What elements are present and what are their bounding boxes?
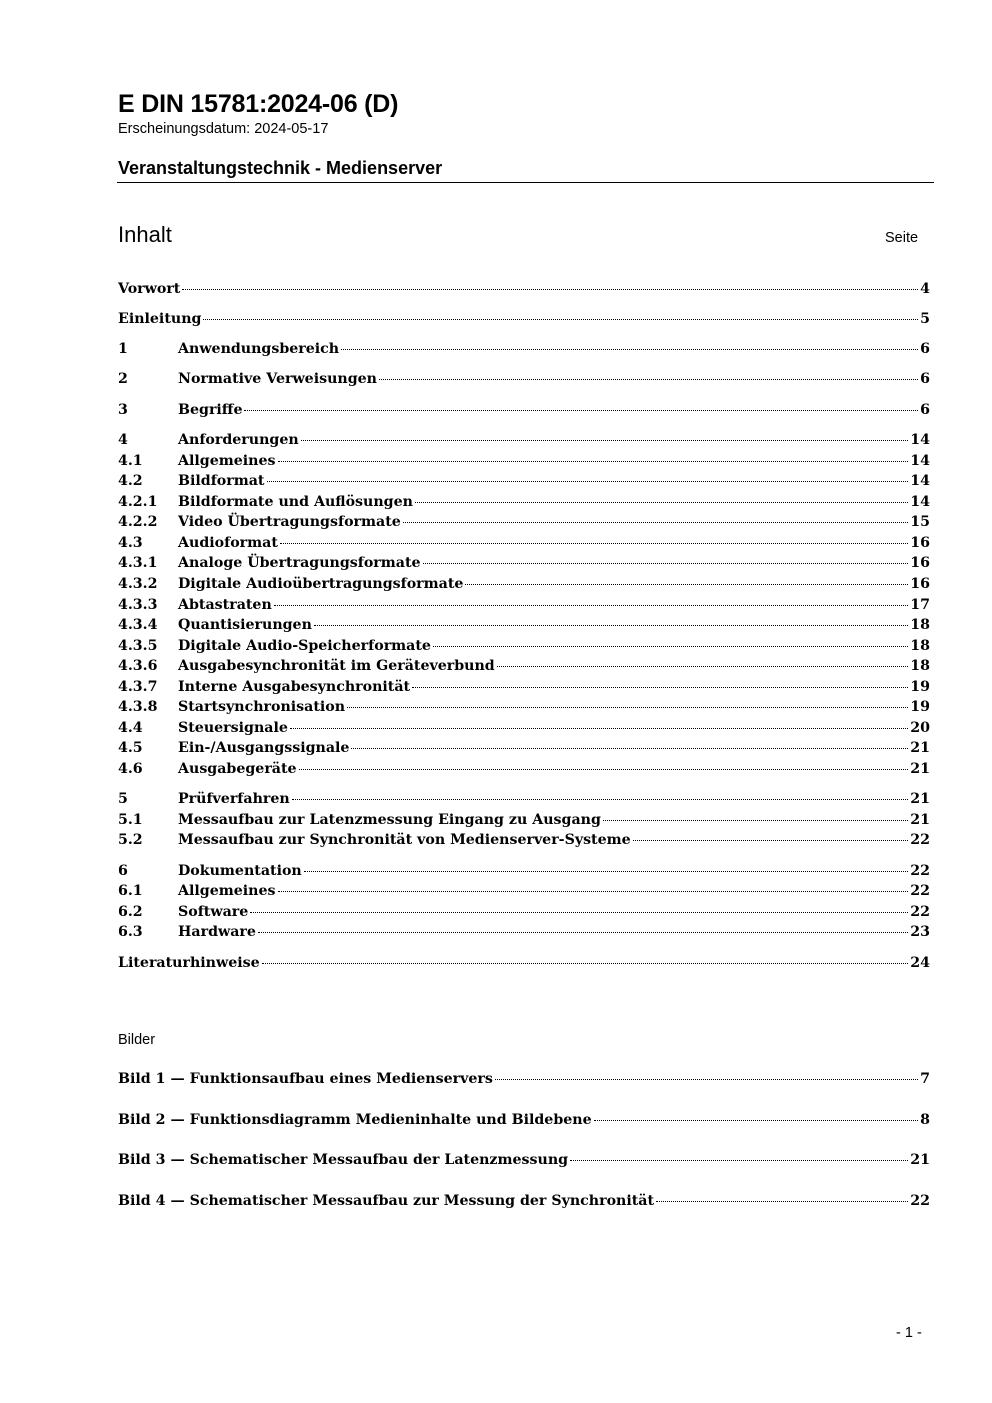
toc-entry-number: 4.3.4	[118, 617, 158, 633]
toc-entry-number: 4.3.5	[118, 638, 158, 654]
toc-entry-title: Literaturhinweise	[118, 955, 260, 971]
toc-entry-title: Allgemeines	[178, 453, 276, 469]
toc-entry-number: 6.2	[118, 904, 143, 920]
figure-dot-leader	[656, 1201, 908, 1202]
toc-entry-page: 19	[910, 699, 930, 715]
toc-entry[interactable]	[118, 432, 930, 452]
toc-entry[interactable]	[118, 658, 930, 678]
toc-entry[interactable]	[118, 341, 930, 361]
toc-entry-page: 17	[910, 597, 930, 613]
toc-entry-page: 21	[910, 740, 930, 756]
toc-entry-title: Ausgabesynchronität im Geräteverbund	[178, 658, 495, 674]
toc-entry-title: Vorwort	[118, 281, 181, 297]
figures-heading: Bilder	[118, 1032, 156, 1048]
toc-entry[interactable]	[118, 720, 930, 740]
toc-entry[interactable]	[118, 494, 930, 514]
toc-dot-leader	[244, 410, 918, 411]
toc-dot-leader	[292, 799, 909, 800]
toc-entry-number: 4.5	[118, 740, 143, 756]
toc-entry-number: 4.3.6	[118, 658, 158, 674]
toc-heading: Inhalt	[118, 222, 172, 247]
toc-dot-leader	[497, 666, 909, 667]
toc-entry-number: 4.3.2	[118, 576, 158, 592]
toc-entry-number: 4	[118, 432, 128, 448]
toc-entry-title: Bildformate und Auflösungen	[178, 494, 413, 510]
toc-entry-title: Digitale Audio-Speicherformate	[178, 638, 431, 654]
toc-entry-title: Video Übertragungsformate	[178, 514, 401, 530]
toc-entry[interactable]	[118, 514, 930, 534]
toc-entry-page: 16	[910, 535, 930, 551]
toc-entry[interactable]	[118, 535, 930, 555]
toc-entry-page: 21	[910, 791, 930, 807]
toc-entry-title: Normative Verweisungen	[178, 371, 377, 387]
toc-entry[interactable]	[118, 791, 930, 811]
toc-entry-number: 4.3.8	[118, 699, 158, 715]
toc-entry-title: Anwendungsbereich	[178, 341, 340, 357]
toc-dot-leader	[433, 646, 908, 647]
toc-entry[interactable]	[118, 555, 930, 575]
toc-dot-leader	[278, 891, 909, 892]
toc-dot-leader	[299, 769, 909, 770]
toc-entry-page: 20	[910, 720, 930, 736]
toc-entry-page: 4	[920, 281, 930, 297]
toc-entry-number: 4.2.2	[118, 514, 158, 530]
toc-entry-number: 6.1	[118, 883, 143, 899]
toc-entry-page: 18	[910, 658, 930, 674]
toc-entry-page: 18	[910, 617, 930, 633]
toc-dot-leader	[347, 707, 908, 708]
toc-entry[interactable]	[118, 699, 930, 719]
toc-entry-title: Bildformat	[178, 473, 265, 489]
figure-entry-title: Bild 1 — Funktionsaufbau eines Medienservers	[118, 1071, 493, 1087]
toc-entry-page: 16	[910, 576, 930, 592]
toc-entry-number: 4.1	[118, 453, 143, 469]
toc-dot-leader	[304, 871, 909, 872]
toc-entry-title: Messaufbau zur Synchronität von Medienserver-Systeme	[178, 832, 631, 848]
toc-entry-title: Audioformat	[178, 535, 278, 551]
toc-entry[interactable]	[118, 924, 930, 944]
toc-dot-leader	[465, 584, 908, 585]
toc-dot-leader	[203, 319, 918, 320]
toc-dot-leader	[267, 481, 909, 482]
toc-entry[interactable]	[118, 597, 930, 617]
toc-entry-page: 15	[910, 514, 930, 530]
figure-entry-page: 8	[920, 1112, 930, 1128]
toc-entry-number: 4.4	[118, 720, 143, 736]
toc-entry-page: 22	[910, 863, 930, 879]
toc-entry-title: Ein-/Ausgangssignale	[178, 740, 350, 756]
toc-entry-number: 3	[118, 402, 128, 418]
toc-dot-leader	[314, 625, 908, 626]
toc-entry-number: 5	[118, 791, 128, 807]
toc-entry-page: 21	[910, 812, 930, 828]
figure-entry-page: 22	[910, 1193, 930, 1209]
toc-dot-leader	[341, 349, 918, 350]
toc-dot-leader	[290, 728, 908, 729]
toc-entry-title: Software	[178, 904, 249, 920]
toc-entry-page: 16	[910, 555, 930, 571]
toc-entry-number: 4.2.1	[118, 494, 158, 510]
toc-page-label: Seite	[885, 230, 919, 246]
publication-date: Erscheinungsdatum: 2024-05-17	[118, 121, 329, 137]
toc-entry[interactable]	[118, 281, 930, 301]
toc-entry-title: Quantisierungen	[178, 617, 312, 633]
toc-entry-title: Hardware	[178, 924, 256, 940]
toc-entry-number: 6	[118, 863, 128, 879]
toc-entry-title: Ausgabegeräte	[178, 761, 297, 777]
toc-entry[interactable]	[118, 761, 930, 781]
figure-dot-leader	[594, 1120, 919, 1121]
figure-entry-page: 7	[920, 1071, 930, 1087]
toc-entry-title: Dokumentation	[178, 863, 302, 879]
toc-entry[interactable]	[118, 904, 930, 924]
figure-entry-title: Bild 3 — Schematischer Messaufbau der Latenzmessung	[118, 1152, 569, 1168]
toc-entry-number: 5.2	[118, 832, 143, 848]
toc-entry-page: 22	[910, 832, 930, 848]
toc-entry-title: Digitale Audioübertragungsformate	[178, 576, 464, 592]
toc-entry-page: 18	[910, 638, 930, 654]
toc-dot-leader	[250, 912, 908, 913]
toc-dot-leader	[182, 289, 918, 290]
toc-dot-leader	[423, 563, 909, 564]
toc-entry-page: 6	[920, 371, 930, 387]
toc-entry[interactable]	[118, 638, 930, 658]
toc-dot-leader	[258, 932, 908, 933]
toc-entry[interactable]	[118, 617, 930, 637]
toc-entry-number: 4.6	[118, 761, 143, 777]
toc-entry-title: Messaufbau zur Latenzmessung Eingang zu Ausgang	[178, 812, 601, 828]
title-divider	[117, 182, 934, 183]
figure-entry[interactable]	[118, 1112, 930, 1132]
toc-entry-title: Begriffe	[178, 402, 243, 418]
toc-entry-title: Einleitung	[118, 311, 202, 327]
toc-entry-page: 14	[910, 453, 930, 469]
toc-dot-leader	[415, 502, 908, 503]
toc-dot-leader	[603, 820, 908, 821]
toc-entry-page: 22	[910, 883, 930, 899]
toc-entry-page: 19	[910, 679, 930, 695]
figure-entry-title: Bild 4 — Schematischer Messaufbau zur Messung der Synchronität	[118, 1193, 655, 1209]
toc-entry-number: 4.3	[118, 535, 143, 551]
toc-entry-title: Anforderungen	[178, 432, 299, 448]
toc-entry-title: Interne Ausgabesynchronität	[178, 679, 411, 695]
toc-entry-title: Startsynchronisation	[178, 699, 346, 715]
figure-dot-leader	[570, 1160, 908, 1161]
toc-entry-page: 6	[920, 341, 930, 357]
toc-entry-page: 14	[910, 473, 930, 489]
toc-entry-number: 4.3.7	[118, 679, 158, 695]
figure-entry[interactable]	[118, 1071, 930, 1091]
toc-entry[interactable]	[118, 832, 930, 852]
figure-entry-title: Bild 2 — Funktionsdiagramm Medieninhalte und Bildebene	[118, 1112, 592, 1128]
toc-entry-page: 14	[910, 432, 930, 448]
toc-dot-leader	[403, 522, 908, 523]
toc-dot-leader	[280, 543, 908, 544]
toc-entry-title: Prüfverfahren	[178, 791, 290, 807]
document-title: E DIN 15781:2024-06 (D)	[118, 90, 399, 118]
toc-entry[interactable]	[118, 679, 930, 699]
toc-entry[interactable]	[118, 740, 930, 760]
toc-entry-page: 6	[920, 402, 930, 418]
toc-entry[interactable]	[118, 371, 930, 391]
toc-entry[interactable]	[118, 473, 930, 493]
figure-dot-leader	[495, 1079, 918, 1080]
page-number: - 1 -	[896, 1325, 922, 1341]
toc-entry-page: 24	[910, 955, 930, 971]
toc-entry-page: 14	[910, 494, 930, 510]
toc-entry-page: 23	[910, 924, 930, 940]
toc-entry[interactable]	[118, 812, 930, 832]
toc-entry-title: Abtastraten	[178, 597, 272, 613]
toc-entry[interactable]	[118, 311, 930, 331]
toc-entry[interactable]	[118, 863, 930, 883]
toc-entry-number: 6.3	[118, 924, 143, 940]
toc-entry-page: 22	[910, 904, 930, 920]
toc-entry-number: 2	[118, 371, 128, 387]
toc-entry-number: 4.3.3	[118, 597, 158, 613]
toc-entry[interactable]	[118, 955, 930, 975]
figure-entry[interactable]	[118, 1152, 930, 1172]
toc-dot-leader	[379, 379, 918, 380]
toc-dot-leader	[262, 963, 909, 964]
toc-dot-leader	[351, 748, 908, 749]
figure-entry-page: 21	[910, 1152, 930, 1168]
toc-entry-page: 5	[920, 311, 930, 327]
toc-entry-number: 4.3.1	[118, 555, 158, 571]
toc-entry[interactable]	[118, 453, 930, 473]
toc-entry[interactable]	[118, 883, 930, 903]
toc-entry[interactable]	[118, 402, 930, 422]
toc-entry[interactable]	[118, 576, 930, 596]
toc-entry-title: Allgemeines	[178, 883, 276, 899]
toc-entry-number: 1	[118, 341, 128, 357]
toc-dot-leader	[633, 840, 909, 841]
toc-dot-leader	[274, 605, 908, 606]
toc-dot-leader	[412, 687, 908, 688]
figure-entry[interactable]	[118, 1193, 930, 1213]
toc-entry-title: Analoge Übertragungsformate	[178, 555, 421, 571]
toc-dot-leader	[301, 440, 909, 441]
toc-dot-leader	[278, 461, 909, 462]
toc-entry-page: 21	[910, 761, 930, 777]
toc-entry-number: 5.1	[118, 812, 143, 828]
toc-entry-number: 4.2	[118, 473, 143, 489]
toc-entry-title: Steuersignale	[178, 720, 288, 736]
document-subtitle: Veranstaltungstechnik - Medienserver	[118, 158, 443, 178]
